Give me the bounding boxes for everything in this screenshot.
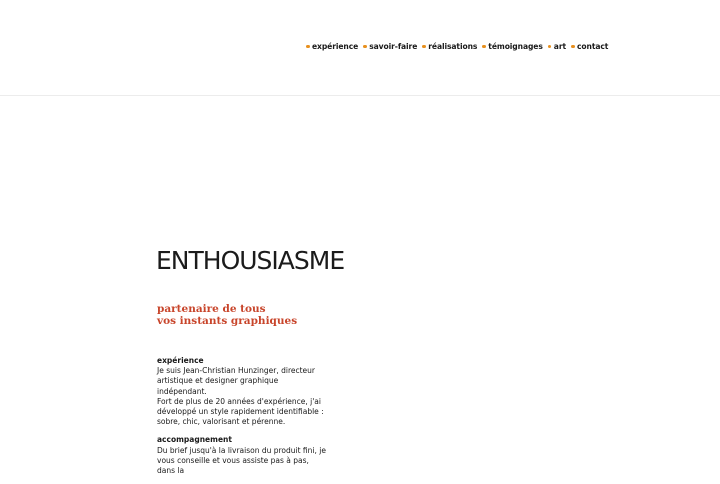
nav-item-realisations[interactable] (422, 42, 477, 51)
main-nav (306, 42, 608, 51)
nav-item-label: expérience (312, 42, 359, 51)
nav-item-savoir-faire[interactable] (363, 42, 417, 51)
nav-item-label: savoir-faire (369, 42, 418, 51)
bullet-icon (548, 45, 552, 49)
hero-tagline (157, 303, 297, 327)
body-line: Je suis Jean-Christian Hunzinger, directeur (157, 366, 315, 376)
hero-title: ENTHOUSIASME (156, 246, 345, 275)
bullet-icon (571, 45, 575, 49)
section-body-experience (157, 366, 327, 427)
body-line: Du brief jusqu'à la livraison du produit fini, je (157, 445, 326, 455)
body-line: vous conseille et vous assiste pas à pas, dans la (157, 455, 309, 476)
section-title-accompagnement: accompagnement (157, 435, 232, 445)
body-line: sobre, chic, valorisant et pérenne. (157, 417, 286, 427)
nav-item-contact[interactable] (571, 42, 608, 51)
section-body-accompagnement (157, 446, 327, 477)
tagline-line: partenaire de tous (157, 303, 266, 315)
bullet-icon (422, 45, 426, 49)
nav-item-label: réalisations (428, 42, 478, 51)
site-header (0, 0, 720, 96)
intro-content (157, 356, 327, 484)
nav-item-temoignages[interactable] (482, 42, 543, 51)
section-title-experience: expérience (157, 356, 204, 365)
bullet-icon (363, 45, 367, 49)
body-line: artistique et designer graphique indépendant. (157, 376, 279, 396)
body-line: Fort de plus de 20 années d'expérience, j'ai (157, 396, 321, 406)
tagline-line: vos instants graphiques (157, 315, 298, 327)
nav-item-experience[interactable] (306, 42, 358, 51)
nav-item-label: témoignages (488, 42, 543, 51)
nav-item-art[interactable] (548, 42, 566, 51)
nav-item-label: art (553, 42, 566, 51)
bullet-icon (306, 45, 310, 49)
body-line: développé un style rapidement identifiable : (157, 407, 324, 417)
bullet-icon (482, 45, 486, 49)
nav-item-label: contact (577, 42, 609, 51)
